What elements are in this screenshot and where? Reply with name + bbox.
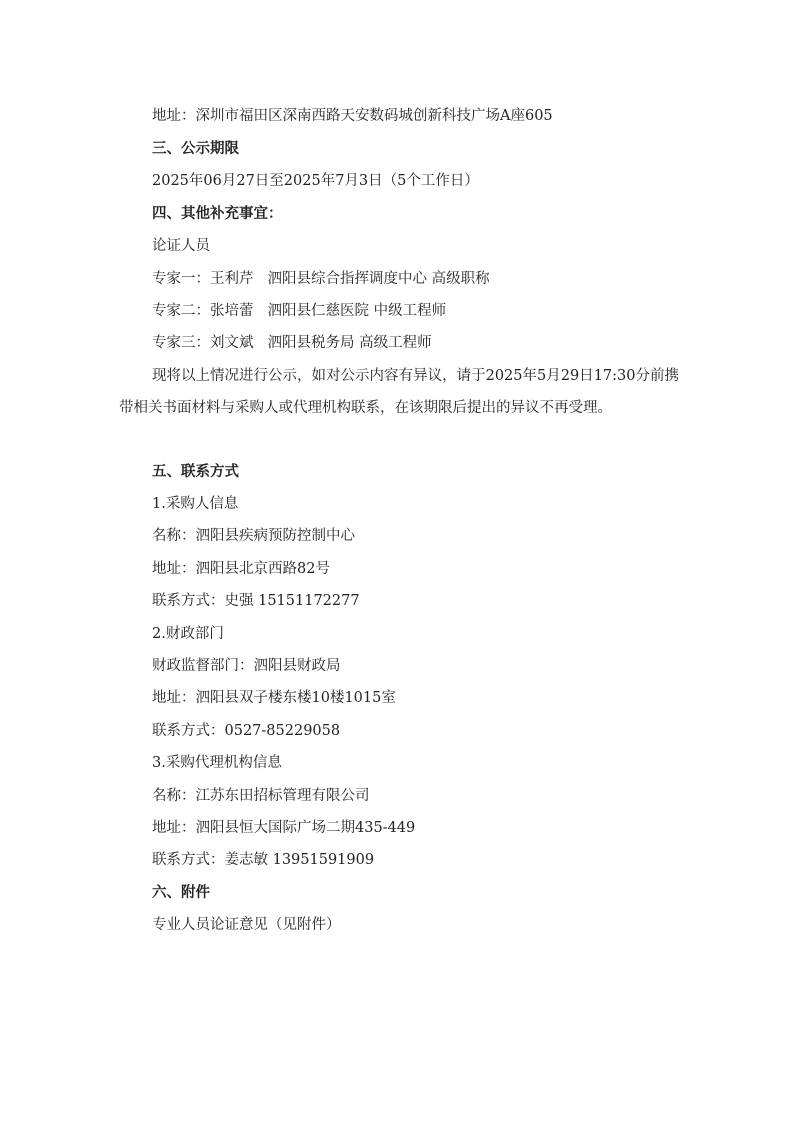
expert-row [152,301,446,321]
section5-title: 五、联系方式 [152,464,239,480]
purchaser-name: 名称：泗阳县疾病预防控制中心 [152,528,355,544]
expert-label: 专家二：张培蕾 [152,303,254,319]
attachment-item: 专业人员论证意见（见附件） [152,917,341,933]
section4-subtitle: 论证人员 [152,238,210,254]
expert-row [152,333,432,353]
section6-title: 六、附件 [152,885,210,901]
agency-address: 地址：泗阳县恒大国际广场二期435-449 [152,820,416,836]
agency-heading: 3.采购代理机构信息 [152,755,282,771]
purchaser-address: 地址：泗阳县北京西路82号 [152,561,330,577]
purchaser-heading: 1.采购人信息 [152,496,239,512]
agency-contact: 联系方式：姜志敏 13951591909 [152,852,375,868]
expert-org: 泗阳县综合指挥调度中心 高级职称 [267,271,490,287]
finance-heading: 2.财政部门 [152,626,224,642]
expert-org: 泗阳县仁慈医院 中级工程师 [267,303,447,319]
section4-title: 四、其他补充事宜： [152,206,283,222]
finance-dept: 财政监督部门：泗阳县财政局 [152,658,341,674]
expert-label: 专家一：王利芹 [152,271,254,287]
purchaser-contact: 联系方式：史强 15151172277 [152,593,360,609]
finance-contact: 联系方式：0527-85229058 [152,723,341,739]
objection-notice: 现将以上情况进行公示，如对公示内容有异议，请于2025年5月29日17:30分前携带相关书面材料与采购人或代理机构联系，在该期限后提出的异议不再受理。 [119,368,679,416]
agency-name: 名称：江苏东田招标管理有限公司 [152,788,370,804]
finance-address: 地址：泗阳县双子楼东楼10楼1015室 [152,690,396,706]
publicity-period: 2025年06月27日至2025年7月3日（5个工作日） [152,173,479,189]
section3-title: 三、公示期限 [152,141,239,157]
expert-row [152,269,490,289]
expert-label: 专家三：刘文斌 [152,335,254,351]
expert-org: 泗阳县税务局 高级工程师 [267,335,432,351]
address-line: 地址：深圳市福田区深南西路天安数码城创新科技广场A座605 [152,108,553,124]
